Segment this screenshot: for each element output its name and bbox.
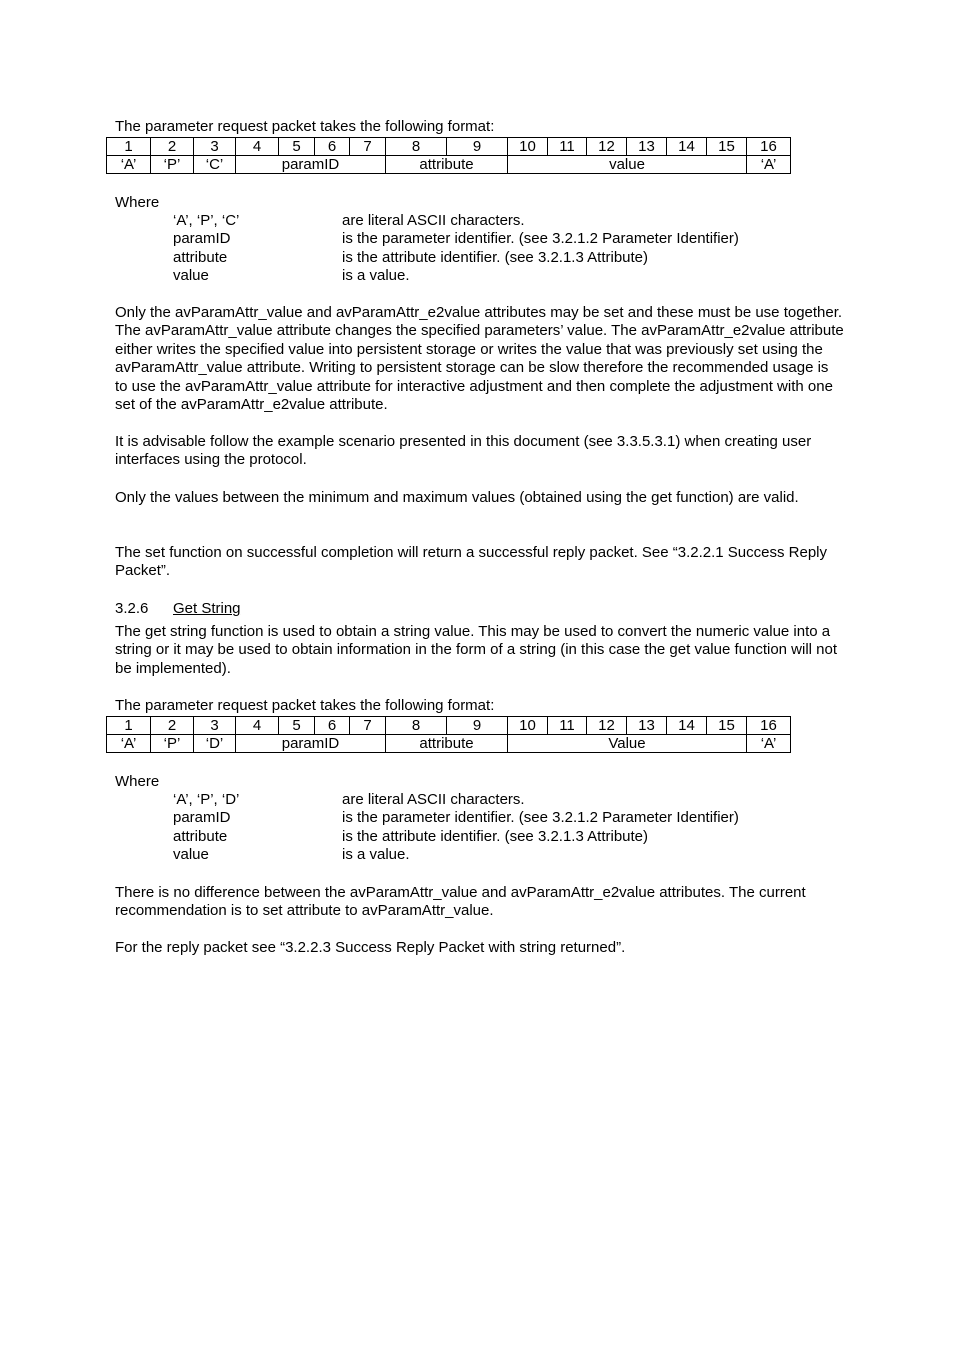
table-cell: 1 (107, 138, 151, 156)
table-cell: 2 (151, 138, 194, 156)
paragraph-set-reply: The set function on successful completion will return a successful reply packet. See “3.2.2.1 Success Reply Packet”. (115, 544, 828, 580)
table-cell: ‘A’ (107, 735, 151, 753)
packet-format-table-1 (106, 137, 791, 174)
table-cell: 14 (667, 717, 707, 735)
table-header-row (107, 138, 791, 156)
table-cell: 2 (151, 717, 194, 735)
table-cell: 8 (386, 138, 447, 156)
definition-term: ‘A’, ‘P’, ‘C’ (173, 212, 240, 229)
table-cell: value (508, 156, 747, 174)
where-label-1: Where (115, 194, 160, 211)
table-cell: 9 (447, 138, 508, 156)
definition-term: attribute (173, 827, 228, 845)
packet-intro-2: The parameter request packet takes the following format: (115, 697, 495, 714)
definition-term: paramID (173, 230, 231, 248)
table-cell: ‘P’ (151, 735, 194, 753)
table-cell: 9 (447, 717, 508, 735)
paragraph-set-attributes: Only the avParamAttr_value and avParamAttr_e2value attributes may be set and these must be use together. The avParamAttr_value attribute changes the specified parameters’ value. The avParamAttr_e2value attribute either writes the specified value into persistent storage or writes the value that was previously set using the avParamAttr_value attribute. Writing to persistent storage can be slow therefore the recommended usage is to use the avParamAttr_value attribute for interactive adjustment and then complete the adjustment with one set of the avParamAttr_e2value attribute. (115, 304, 844, 414)
definition-desc: is the parameter identifier. (see 3.2.1.2 Parameter Identifier) (342, 230, 739, 248)
where-label-2: Where (115, 773, 160, 790)
table-cell: 10 (508, 717, 548, 735)
table-cell: 7 (350, 138, 386, 156)
table-cell: 10 (508, 138, 548, 156)
paragraph-get-string-description: The get string function is used to obtain a string value. This may be used to convert the numeric value into a string or it may be used to obtain information in the form of a string (in this case the get value function will not be implemented). (115, 623, 838, 677)
definition-desc: is the attribute identifier. (see 3.2.1.3 Attribute) (342, 827, 649, 845)
table-field-row (107, 156, 791, 174)
definition-desc: is the parameter identifier. (see 3.2.1.2 Parameter Identifier) (342, 809, 739, 827)
packet-format-table-2 (106, 716, 791, 753)
table-cell: 12 (587, 138, 627, 156)
table-cell: 15 (707, 138, 747, 156)
paragraph-no-difference: There is no difference between the avParamAttr_value and avParamAttr_e2value attributes. The current recommendation is to set attribute to avParamAttr_value. (115, 884, 806, 920)
section-title: Get String (173, 600, 241, 617)
table-header-row (107, 717, 791, 735)
definition-term: ‘A’, ‘P’, ‘D’ (173, 791, 240, 808)
table-cell: 4 (236, 717, 279, 735)
table-cell: ‘A’ (107, 156, 151, 174)
table-cell: Value (508, 735, 747, 753)
paragraph-reply-packet: For the reply packet see “3.2.2.3 Success Reply Packet with string returned”. (115, 939, 626, 956)
section-heading (115, 600, 241, 618)
definition-term: value (173, 267, 209, 285)
table-cell: paramID (236, 156, 386, 174)
table-cell: ‘C’ (194, 156, 236, 174)
table-field-row (107, 735, 791, 753)
section-number: 3.2.6 (115, 600, 149, 617)
table-cell: 13 (627, 717, 667, 735)
table-cell: ‘A’ (747, 735, 791, 753)
table-cell: ‘P’ (151, 156, 194, 174)
table-cell: 7 (350, 717, 386, 735)
table-cell: ‘A’ (747, 156, 791, 174)
table-cell: 1 (107, 717, 151, 735)
table-cell: 8 (386, 717, 447, 735)
packet-intro-1: The parameter request packet takes the following format: (115, 118, 495, 135)
definition-desc: is a value. (342, 846, 410, 864)
table-cell: attribute (386, 156, 508, 174)
table-cell: 11 (548, 717, 587, 735)
table-cell: attribute (386, 735, 508, 753)
table-cell: ‘D’ (194, 735, 236, 753)
definition-term: attribute (173, 248, 228, 266)
table-cell: 15 (707, 717, 747, 735)
paragraph-example-scenario: It is advisable follow the example scenario presented in this document (see 3.3.5.3.1) when creating user interfaces using the protocol. (115, 433, 812, 469)
paragraph-valid-values: Only the values between the minimum and maximum values (obtained using the get function) are valid. (115, 489, 799, 506)
table-cell: 5 (279, 717, 315, 735)
definition-desc: is the attribute identifier. (see 3.2.1.3 Attribute) (342, 248, 649, 266)
table-cell: 12 (587, 717, 627, 735)
table-cell: 16 (747, 138, 791, 156)
table-cell: 16 (747, 717, 791, 735)
table-cell: 13 (627, 138, 667, 156)
table-cell: 6 (315, 717, 350, 735)
definition-term: paramID (173, 809, 231, 827)
definition-desc: are literal ASCII characters. (342, 791, 525, 808)
table-cell: 5 (279, 138, 315, 156)
definition-desc: are literal ASCII characters. (342, 212, 525, 229)
table-cell: 4 (236, 138, 279, 156)
table-cell: 6 (315, 138, 350, 156)
table-cell: 14 (667, 138, 707, 156)
table-cell: 3 (194, 138, 236, 156)
table-cell: 3 (194, 717, 236, 735)
definition-desc: is a value. (342, 267, 410, 285)
table-cell: 11 (548, 138, 587, 156)
definition-term: value (173, 846, 209, 864)
table-cell: paramID (236, 735, 386, 753)
